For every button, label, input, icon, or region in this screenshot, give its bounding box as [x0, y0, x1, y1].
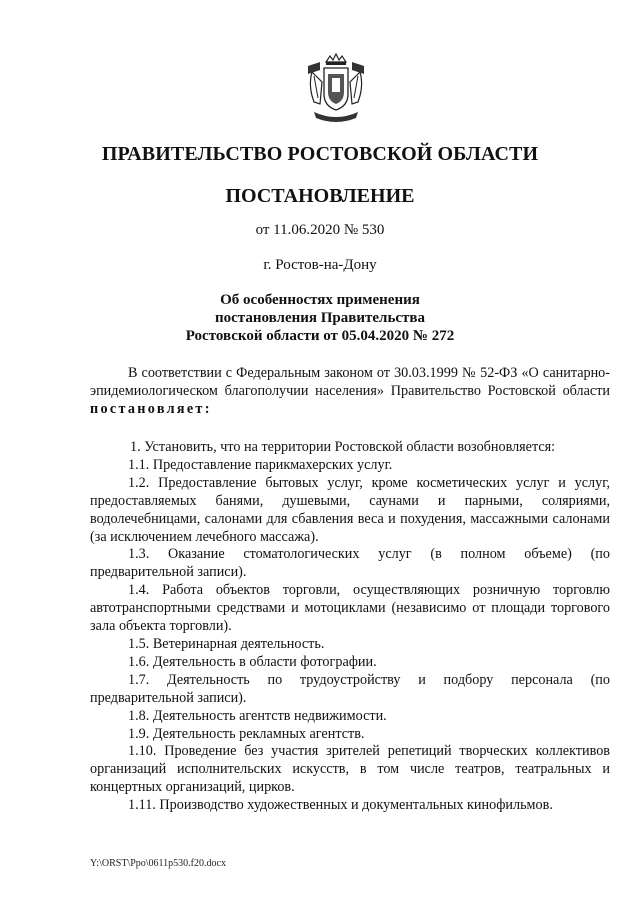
list-item: 1.3. Оказание стоматологических услуг (в полном объеме) (по предварительной записи). — [90, 546, 610, 581]
preamble — [90, 365, 610, 419]
document-type: ПОСТАНОВЛЕНИЕ — [225, 185, 415, 207]
list-item: 1.7. Деятельность по трудоустройству и подбору персонала (по предварительной записи). — [90, 671, 610, 706]
document-subject — [0, 291, 640, 345]
resolution-items — [90, 439, 610, 815]
list-item: 1.10. Проведение без участия зрителей репетиций творческих коллективов организаций исполнительских искусств, в том числе театров, театральных и концертных организаций, цирков. — [90, 743, 610, 796]
resolves-keyword: постановляет: — [90, 400, 212, 417]
list-item: 1.4. Работа объектов торговли, осуществляющих розничную торговлю автотранспортными средствами и мотоциклами (независимо от площади торгового зала объекта торговли). — [90, 582, 610, 635]
list-item: 1.9. Деятельность рекламных агентств. — [128, 725, 365, 742]
document-date-number: от 11.06.2020 № 530 — [255, 222, 385, 238]
subject-line: Об особенностях применения — [220, 292, 420, 308]
preamble-paragraph — [90, 365, 610, 419]
government-title: ПРАВИТЕЛЬСТВО РОСТОВСКОЙ ОБЛАСТИ — [101, 143, 539, 165]
list-item: 1.11. Производство художественных и документальных кинофильмов. — [128, 797, 553, 814]
list-item: 1.8. Деятельность агентств недвижимости. — [128, 707, 387, 724]
subject-line: Ростовской области от 05.04.2020 № 272 — [185, 328, 455, 344]
list-item: 1.5. Ветеринарная деятельность. — [128, 635, 325, 652]
file-path-footer: Y:\ORST\Ppo\0611p530.f20.docx — [90, 858, 226, 869]
coat-of-arms-icon — [300, 52, 372, 124]
document-city: г. Ростов-на-Дону — [263, 257, 377, 273]
preamble-text: В соответствии с Федеральным законом от 30.03.1999 № 52-ФЗ «О санитарно-эпидемиологическом благополучии населения» Правительство Ростовской области — [90, 365, 610, 399]
subject-line: постановления Правительства — [215, 310, 425, 326]
list-item: 1.1. Предоставление парикмахерских услуг. — [128, 456, 393, 473]
list-item: 1.2. Предоставление бытовых услуг, кроме косметических услуг и услуг, предоставляемых банями, душевыми, саунами и парными, соляриями, водолечебницами, салонами для сбавления веса и похудения, массажными салонами (за исключением лечебного массажа). — [90, 474, 610, 545]
list-item: 1. Установить, что на территории Ростовской области возобновляется: — [130, 439, 556, 455]
list-item: 1.6. Деятельность в области фотографии. — [128, 653, 377, 670]
